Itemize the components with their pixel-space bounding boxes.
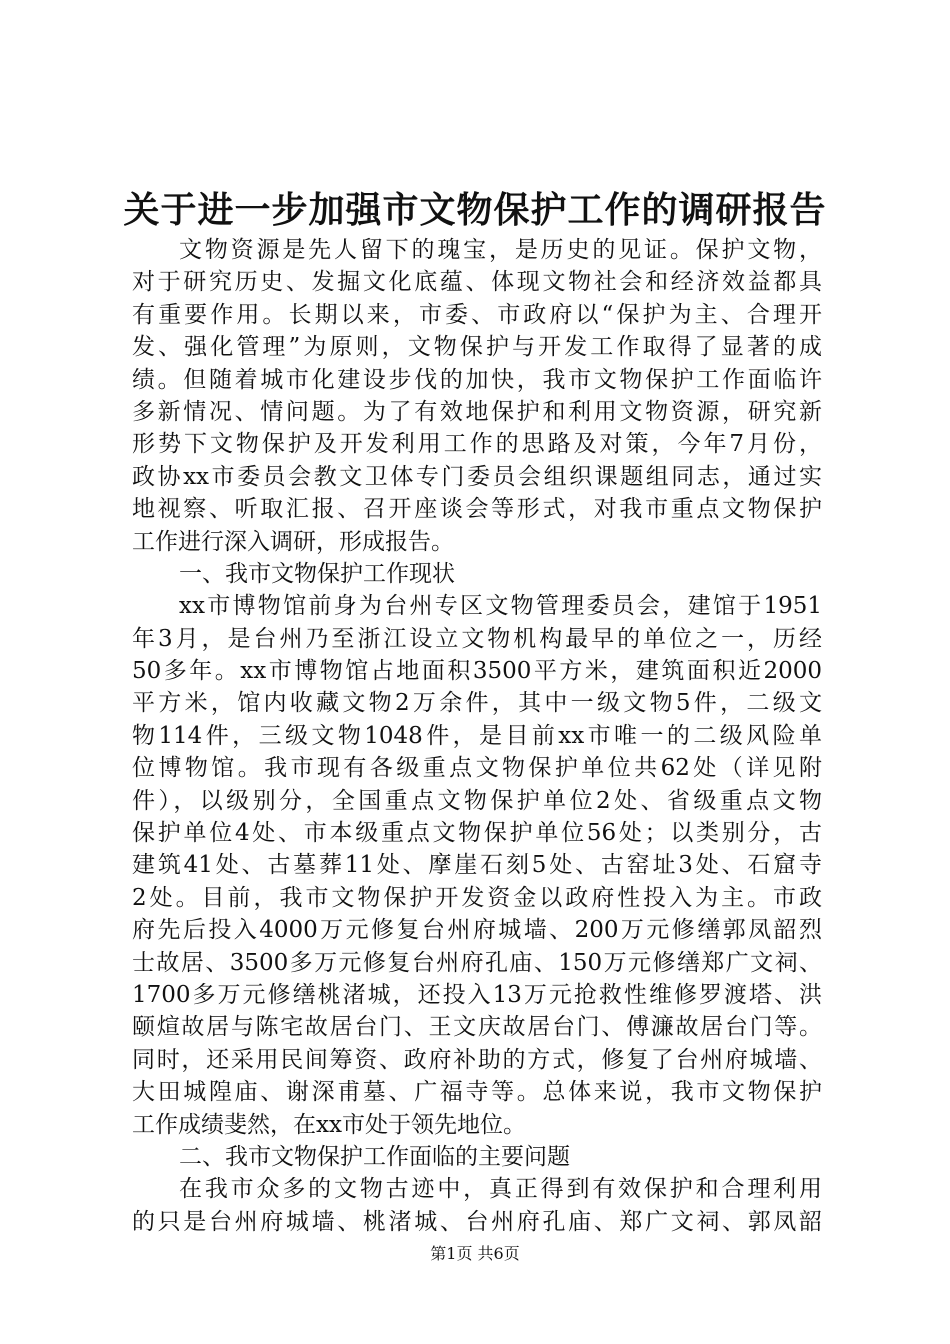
body-line: 建筑41处、古墓葬11处、摩崖石刻5处、古窑址3处、石窟寺 — [132, 852, 822, 879]
body-line: 多新情况、情问题。为了有效地保护和利用文物资源，研究新 — [132, 398, 822, 425]
body-line: 形势下文物保护及开发利用工作的思路及对策，今年7月份， — [132, 431, 822, 458]
body-line: 工作成绩斐然，在xx市处于领先地位。 — [132, 1111, 526, 1138]
body-line: 颐煊故居与陈宅故居台门、王文庆故居台门、傅濂故居台门等。 — [132, 1014, 822, 1041]
body-line: xx市博物馆前身为台州专区文物管理委员会，建馆于1951 — [179, 593, 822, 620]
body-line: 大田城隍庙、谢深甫墓、广福寺等。总体来说，我市文物保护 — [132, 1079, 822, 1106]
body-line: 50多年。xx市博物馆占地面积3500平方米，建筑面积近2000 — [132, 658, 822, 685]
section-heading: 二、我市文物保护工作面临的主要问题 — [179, 1143, 570, 1170]
body-line: 保护单位4处、市本级重点文物保护单位56处；以类别分，古 — [132, 820, 822, 847]
body-line: 政协xx市委员会教文卫体专门委员会组织课题组同志，通过实 — [132, 463, 822, 490]
body-line: 地视察、听取汇报、召开座谈会等形式，对我市重点文物保护 — [132, 496, 822, 523]
body-line: 绩。但随着城市化建设步伐的加快，我市文物保护工作面临许 — [132, 366, 822, 393]
body-line: 对于研究历史、发掘文化底蕴、体现文物社会和经济效益都具 — [132, 269, 822, 296]
body-line: 平方米，馆内收藏文物2万余件，其中一级文物5件，二级文 — [132, 690, 822, 717]
document-title: 关于进一步加强市文物保护工作的调研报告 — [123, 189, 827, 231]
body-line: 物114件，三级文物1048件，是目前xx市唯一的二级风险单 — [132, 722, 822, 749]
body-line: 在我市众多的文物古迹中，真正得到有效保护和合理利用 — [179, 1176, 822, 1203]
body-line: 文物资源是先人留下的瑰宝，是历史的见证。保护文物， — [179, 237, 822, 263]
body-line: 同时，还采用民间筹资、政府补助的方式，修复了台州府城墙、 — [132, 1046, 822, 1073]
body-line: 位博物馆。我市现有各级重点文物保护单位共62处（详见附 — [132, 755, 822, 782]
body-line: 有重要作用。长期以来，市委、市政府以“保护为主、合理开 — [132, 301, 822, 328]
page-number-footer: 第1页 共6页 — [430, 1244, 520, 1263]
body-line: 士故居、3500多万元修复台州府孔庙、150万元修缮郑广文祠、 — [132, 949, 822, 976]
body-line: 工作进行深入调研，形成报告。 — [132, 528, 454, 555]
body-line: 件），以级别分，全国重点文物保护单位2处、省级重点文物 — [132, 787, 822, 814]
body-line: 年3月，是台州乃至浙江设立文物机构最早的单位之一，历经 — [132, 625, 822, 652]
document-body — [132, 234, 822, 1238]
body-line: 1700多万元修缮桃渚城，还投入13万元抢救性维修罗渡塔、洪 — [132, 981, 822, 1008]
body-line: 府先后投入4000万元修复台州府城墙、200万元修缮郭凤韶烈 — [132, 917, 822, 944]
body-line: 发、强化管理”为原则，文物保护与开发工作取得了显著的成 — [132, 334, 822, 361]
body-line: 2处。目前，我市文物保护开发资金以政府性投入为主。市政 — [132, 884, 822, 911]
body-line: 的只是台州府城墙、桃渚城、台州府孔庙、郑广文祠、郭凤韶 — [132, 1208, 822, 1235]
section-heading: 一、我市文物保护工作现状 — [179, 560, 455, 587]
